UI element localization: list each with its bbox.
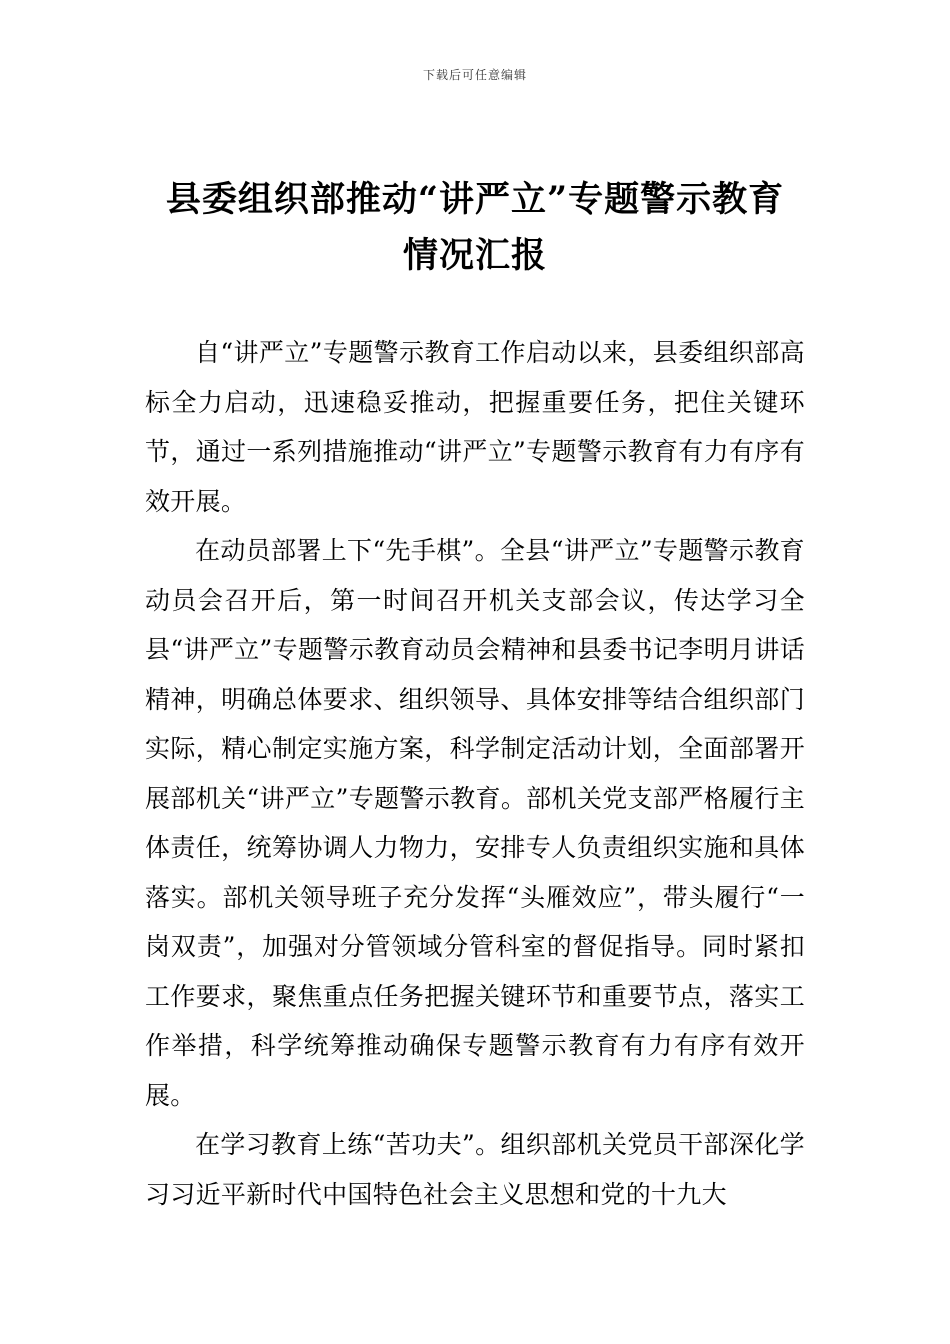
paragraph-intro: 自“讲严立”专题警示教育工作启动以来，县委组织部高标全力启动，迅速稳妥推动，把握重要任务，把住关键环节，通过一系列措施推动“讲严立”专题警示教育有力有序有效开展。 xyxy=(145,338,805,516)
paragraph-study: 在学习教育上练“苦功夫”。组织部机关党员干部深化学习习近平新时代中国特色社会主义思想和党的十九大 xyxy=(145,1130,805,1209)
title-line-1: 县委组织部推动“讲严立”专题警示教育 xyxy=(165,179,785,220)
body-text xyxy=(145,328,805,1219)
title-line-2: 情况汇报 xyxy=(402,235,547,276)
paragraph-mobilization: 在动员部署上下“先手棋”。全县“讲严立”专题警示教育动员会召开后，第一时间召开机关支部会议，传达学习全县“讲严立”专题警示教育动员会精神和县委书记李明月讲话精神，明确总体要求、组织领导、具体安排等结合组织部门实际，精心制定实施方案，科学制定活动计划，全面部署开展部机关“讲严立”专题警示教育。部机关党支部严格履行主体责任，统筹协调人力物力，安排专人负责组织实施和具体落实。部机关领导班子充分发挥“头雁效应”，带头履行“一岗双责”，加强对分管领域分管科室的督促指导。同时紧扣工作要求，聚焦重点任务把握关键环节和重要节点，落实工作举措，科学统筹推动确保专题警示教育有力有序有效开展。 xyxy=(145,536,805,1110)
document-title xyxy=(145,172,805,284)
header-note: 下载后可任意编辑 xyxy=(422,68,527,82)
